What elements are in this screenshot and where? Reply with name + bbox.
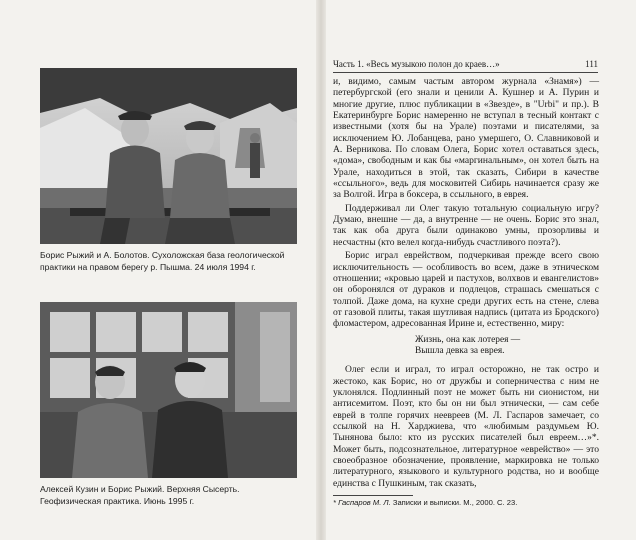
header-rule — [333, 72, 598, 73]
paragraph: Поддерживал ли Олег такую тотальную социальную игру? Думаю, внешне — да, а внутренне — не очень. Борис это знал, так как оба друга были одинаково умны, прозорливы и несчастны (кто велел когда-нибудь счастливого поэта?). — [333, 202, 599, 248]
running-head-title: Часть 1. «Весь музыкою полон до краев…» — [333, 59, 500, 69]
paragraph: и, видимо, самым частым автором журнала «Знамя») — петербургской (его знали и ценили А. Кушнер и А. Пурин и многие другие, плюс публикации в «Звезде», в "Urbi" и пр.). В Екатеринбурге Борис намеренно не вступал в тесный контакт с известными (хотя бы на Урале) поэтами и писателями, за исключением Ю. Лобанцева, рано умершего, О. Славниковой и А. Верникова. По словам Олега, Борис хотел оставаться здесь, «дома», свободным и как бы «маргинальным», он хотел быть на Урале, находиться в этой, так сказать, Сибири в качестве «ссыльного», ведь для московитей Сибирь начинается сразу же за Волгой. Игра в боксера, в ссыльного, в еврея. — [333, 76, 599, 201]
verse-line: Жизнь, она как лотерея — — [415, 334, 521, 345]
verse-quote — [415, 335, 599, 358]
footnote-author: * Гаспаров М. Л. — [333, 498, 391, 507]
footnote-source: Записки и выписки. М., 2000. С. 23. — [390, 498, 518, 507]
body-text — [333, 76, 599, 489]
book-gutter — [316, 0, 326, 540]
footnote-rule — [333, 495, 413, 496]
verse-line: Вышла девка за еврея. — [415, 345, 505, 356]
paragraph: Борис играл еврейством, подчеркивая прежде всего свою исключительность — особливость во всем, даже в этническом отношении; «кровью царей и пастухов, волхвов и евангелистов» он оборонялся от дураков и подлецов, страшась смешаться с толпой. Даже дома, на кухне среди других есть на стене, слева от газовой плиты, такая шутливая надпись (цитата из Бродского) фломастером, адресованная Ирине и, естественно, миру: — [333, 250, 599, 330]
photo1-caption: Борис Рыжий и А. Болотов. Сухоложская база геологической практики на правом берегу р. Пышма. 24 июля 1994 г. — [40, 250, 285, 272]
page-number: 111 — [585, 59, 598, 69]
photo-two-men-field-camp — [40, 68, 297, 244]
footnote — [333, 498, 598, 508]
paragraph: Олег если и играл, то играл осторожно, не так остро и жестоко, как Борис, но от дружбы и соперничества с ним не уклонялся. Подлинный поэт не может быть ни сионистом, ни антисемитом. Поэт, кто бы он ни был этнически, — сам себе еврей в толпе горячих неевреев (М. Л. Гаспаров замечает, со ссылкой на Н. Харджиева, что «любимым раздумьем Ю. Тынянова было: кто из русских писателей был евреем…»*. Может быть, подсознательное, литературное «еврейство» — это своеобразное обозначение, проявление, маркировка не только литературного, языкового и культурного родства, но и вообще единства с Пушкиным, так сказать, — [333, 364, 599, 489]
photo-two-men-cabin — [40, 302, 297, 478]
photo2-caption: Алексей Кузин и Борис Рыжий. Верхняя Сысерть. Геофизическая практика. Июнь 1995 г. — [40, 484, 240, 506]
